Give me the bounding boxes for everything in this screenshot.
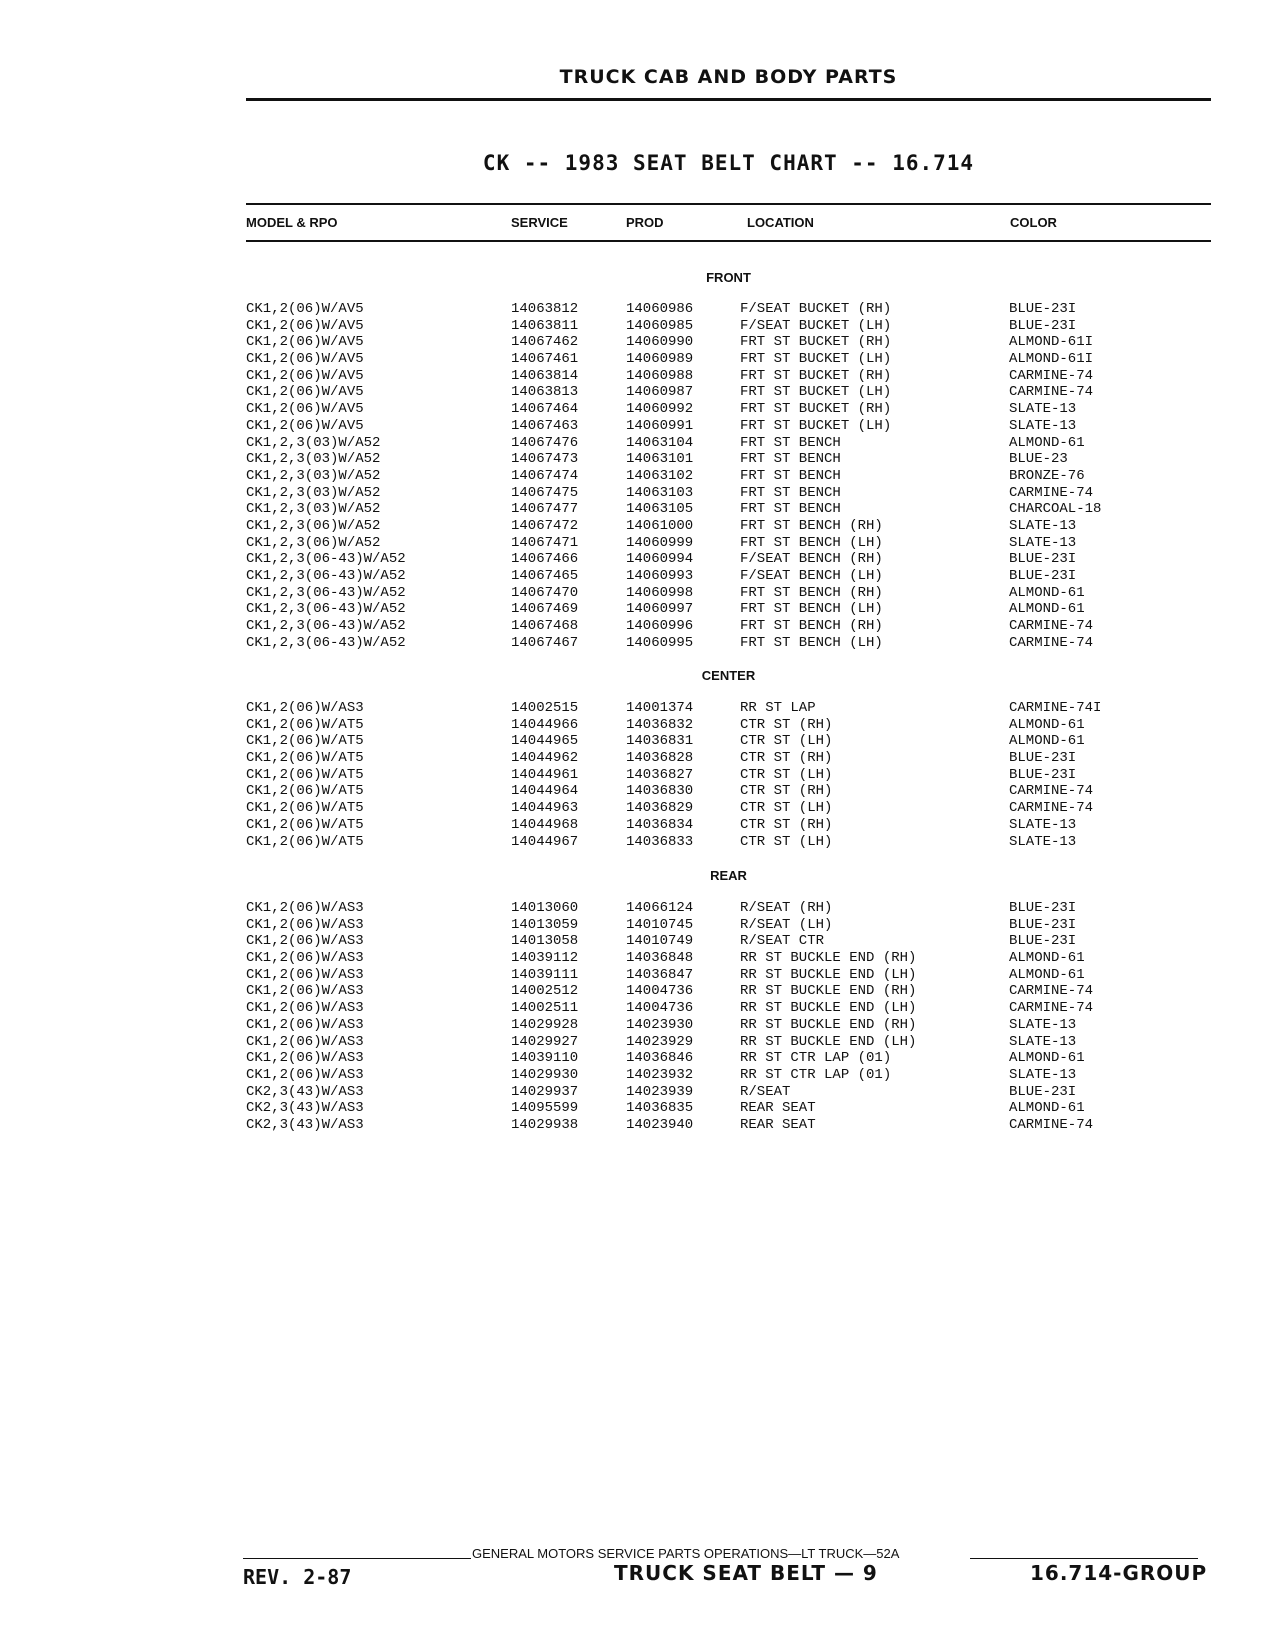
table-row xyxy=(0,518,1280,535)
prod-part-cell: 14060987 xyxy=(626,384,694,401)
color-cell: BLUE-23I xyxy=(1009,301,1077,317)
table-row xyxy=(0,700,1280,717)
color-cell: SLATE-13 xyxy=(1009,517,1077,534)
prod-part-cell: 14036847 xyxy=(626,966,694,983)
footer-rule-right xyxy=(970,1558,1198,1559)
model-rpo-cell: CK1,2,3(06-43)W/A52 xyxy=(246,584,406,601)
color-cell: CARMINE-74 xyxy=(1009,983,1094,1000)
location-cell: F/SEAT BUCKET (LH) xyxy=(740,317,892,334)
location-cell: FRT ST BENCH xyxy=(740,434,841,451)
color-cell: CARMINE-74 xyxy=(1009,618,1094,635)
table-row xyxy=(0,468,1280,485)
model-rpo-cell: CK1,2,3(03)W/A52 xyxy=(246,451,381,468)
location-cell: FRT ST BENCH xyxy=(740,501,841,518)
model-rpo-cell: CK1,2,3(06-43)W/A52 xyxy=(246,551,406,568)
prod-part-cell: 14060989 xyxy=(626,351,694,368)
model-rpo-cell: CK1,2(06)W/AT5 xyxy=(246,783,364,800)
color-cell: ALMOND-61 xyxy=(1009,716,1085,733)
section-label-center: CENTER xyxy=(701,668,756,683)
column-header-color: COLOR xyxy=(1010,215,1057,230)
table-row xyxy=(0,601,1280,618)
service-part-cell: 14039110 xyxy=(511,1050,579,1067)
color-cell: ALMOND-61 xyxy=(1009,950,1085,967)
prod-part-cell: 14063102 xyxy=(626,467,694,484)
prod-part-cell: 14036848 xyxy=(626,950,694,967)
service-part-cell: 14067476 xyxy=(511,434,579,451)
service-part-cell: 14044964 xyxy=(511,783,579,800)
table-row xyxy=(0,1000,1280,1017)
location-cell: FRT ST BUCKET (RH) xyxy=(740,334,892,351)
model-rpo-cell: CK1,2(06)W/AS3 xyxy=(246,1016,364,1033)
model-rpo-cell: CK2,3(43)W/AS3 xyxy=(246,1083,364,1100)
model-rpo-cell: CK1,2(06)W/AT5 xyxy=(246,833,364,850)
table-row xyxy=(0,800,1280,817)
table-row xyxy=(0,967,1280,984)
table-row xyxy=(0,1050,1280,1067)
color-cell: ALMOND-61I xyxy=(1009,334,1094,351)
service-part-cell: 14067475 xyxy=(511,484,579,501)
color-cell: BLUE-23I xyxy=(1009,900,1077,916)
location-cell: F/SEAT BENCH (RH) xyxy=(740,551,883,568)
prod-part-cell: 14004736 xyxy=(626,1000,694,1017)
location-cell: F/SEAT BENCH (LH) xyxy=(740,568,883,584)
table-row xyxy=(0,435,1280,452)
color-cell: BRONZE-76 xyxy=(1009,467,1085,484)
location-cell: F/SEAT BUCKET (RH) xyxy=(740,301,892,317)
service-part-cell: 14067469 xyxy=(511,601,579,618)
prod-part-cell: 14023929 xyxy=(626,1033,694,1050)
location-cell: FRT ST BUCKET (LH) xyxy=(740,417,892,434)
prod-part-cell: 14036830 xyxy=(626,783,694,800)
prod-part-cell: 14060995 xyxy=(626,634,694,651)
table-row xyxy=(0,368,1280,385)
table-row xyxy=(0,950,1280,967)
color-cell: SLATE-13 xyxy=(1009,1016,1077,1033)
prod-part-cell: 14060993 xyxy=(626,568,694,584)
prod-part-cell: 14060997 xyxy=(626,601,694,618)
model-rpo-cell: CK1,2(06)W/AT5 xyxy=(246,766,364,783)
column-header-location: LOCATION xyxy=(747,215,814,230)
location-cell: CTR ST (LH) xyxy=(740,800,833,817)
prod-part-cell: 14060990 xyxy=(626,334,694,351)
footer-page-title: TRUCK SEAT BELT — 9 xyxy=(614,1561,878,1585)
prod-part-cell: 14063103 xyxy=(626,484,694,501)
service-part-cell: 14029938 xyxy=(511,1116,579,1133)
model-rpo-cell: CK2,3(43)W/AS3 xyxy=(246,1116,364,1133)
location-cell: CTR ST (RH) xyxy=(740,783,833,800)
prod-part-cell: 14060985 xyxy=(626,317,694,334)
prod-part-cell: 14066124 xyxy=(626,900,694,916)
table-row xyxy=(0,351,1280,368)
model-rpo-cell: CK1,2(06)W/AV5 xyxy=(246,367,364,384)
model-rpo-cell: CK1,2,3(06)W/A52 xyxy=(246,534,381,551)
model-rpo-cell: CK1,2,3(03)W/A52 xyxy=(246,467,381,484)
model-rpo-cell: CK1,2(06)W/AV5 xyxy=(246,334,364,351)
service-part-cell: 14044967 xyxy=(511,833,579,850)
model-rpo-cell: CK2,3(43)W/AS3 xyxy=(246,1100,364,1117)
table-row xyxy=(0,834,1280,851)
service-part-cell: 14029928 xyxy=(511,1016,579,1033)
location-cell: RR ST LAP xyxy=(740,700,816,716)
model-rpo-cell: CK1,2(06)W/AT5 xyxy=(246,716,364,733)
model-rpo-cell: CK1,2(06)W/AS3 xyxy=(246,1066,364,1083)
prod-part-cell: 14023940 xyxy=(626,1116,694,1133)
color-cell: CARMINE-74 xyxy=(1009,384,1094,401)
table-row xyxy=(0,384,1280,401)
prod-part-cell: 14010745 xyxy=(626,916,694,933)
prod-part-cell: 14036835 xyxy=(626,1100,694,1117)
location-cell: FRT ST BUCKET (LH) xyxy=(740,351,892,368)
color-cell: SLATE-13 xyxy=(1009,401,1077,418)
header-rule xyxy=(246,98,1211,101)
table-row xyxy=(0,535,1280,552)
color-cell: BLUE-23I xyxy=(1009,916,1077,933)
service-part-cell: 14002511 xyxy=(511,1000,579,1017)
model-rpo-cell: CK1,2(06)W/AT5 xyxy=(246,733,364,750)
service-part-cell: 14067477 xyxy=(511,501,579,518)
model-rpo-cell: CK1,2(06)W/AT5 xyxy=(246,800,364,817)
color-cell: BLUE-23I xyxy=(1009,568,1077,584)
model-rpo-cell: CK1,2(06)W/AS3 xyxy=(246,933,364,950)
color-cell: SLATE-13 xyxy=(1009,534,1077,551)
model-rpo-cell: CK1,2(06)W/AS3 xyxy=(246,983,364,1000)
prod-part-cell: 14036829 xyxy=(626,800,694,817)
model-rpo-cell: CK1,2(06)W/AV5 xyxy=(246,417,364,434)
table-row xyxy=(0,717,1280,734)
color-cell: BLUE-23I xyxy=(1009,933,1077,950)
location-cell: FRT ST BENCH (LH) xyxy=(740,634,883,651)
color-cell: CARMINE-74 xyxy=(1009,367,1094,384)
model-rpo-cell: CK1,2(06)W/AT5 xyxy=(246,750,364,767)
table-row xyxy=(0,1034,1280,1051)
prod-part-cell: 14036833 xyxy=(626,833,694,850)
location-cell: CTR ST (LH) xyxy=(740,833,833,850)
table-row xyxy=(0,900,1280,917)
service-part-cell: 14063814 xyxy=(511,367,579,384)
center-rows xyxy=(0,700,1280,850)
color-cell: ALMOND-61 xyxy=(1009,733,1085,750)
table-row xyxy=(0,767,1280,784)
color-cell: CARMINE-74I xyxy=(1009,700,1102,716)
service-part-cell: 14067463 xyxy=(511,417,579,434)
model-rpo-cell: CK1,2(06)W/AS3 xyxy=(246,966,364,983)
prod-part-cell: 14023930 xyxy=(626,1016,694,1033)
color-cell: CHARCOAL-18 xyxy=(1009,501,1102,518)
column-header-service: SERVICE xyxy=(511,215,568,230)
table-row xyxy=(0,635,1280,652)
prod-part-cell: 14036834 xyxy=(626,816,694,833)
prod-part-cell: 14023939 xyxy=(626,1083,694,1100)
table-row xyxy=(0,451,1280,468)
table-header-rule xyxy=(246,240,1211,242)
color-cell: BLUE-23I xyxy=(1009,551,1077,568)
table-row xyxy=(0,401,1280,418)
location-cell: CTR ST (RH) xyxy=(740,816,833,833)
model-rpo-cell: CK1,2(06)W/AV5 xyxy=(246,384,364,401)
prod-part-cell: 14060991 xyxy=(626,417,694,434)
service-part-cell: 14002515 xyxy=(511,700,579,716)
service-part-cell: 14039111 xyxy=(511,966,579,983)
prod-part-cell: 14010749 xyxy=(626,933,694,950)
service-part-cell: 14067472 xyxy=(511,517,579,534)
color-cell: ALMOND-61 xyxy=(1009,601,1085,618)
table-row xyxy=(0,334,1280,351)
prod-part-cell: 14036827 xyxy=(626,766,694,783)
location-cell: FRT ST BENCH (RH) xyxy=(740,618,883,635)
model-rpo-cell: CK1,2(06)W/AS3 xyxy=(246,1050,364,1067)
location-cell: FRT ST BUCKET (RH) xyxy=(740,401,892,418)
location-cell: RR ST BUCKLE END (LH) xyxy=(740,966,917,983)
service-part-cell: 14067468 xyxy=(511,618,579,635)
service-part-cell: 14002512 xyxy=(511,983,579,1000)
service-part-cell: 14067467 xyxy=(511,634,579,651)
table-row xyxy=(0,1100,1280,1117)
service-part-cell: 14067471 xyxy=(511,534,579,551)
front-rows xyxy=(0,301,1280,651)
location-cell: R/SEAT xyxy=(740,1083,791,1100)
color-cell: SLATE-13 xyxy=(1009,816,1077,833)
model-rpo-cell: CK1,2(06)W/AV5 xyxy=(246,301,364,317)
location-cell: R/SEAT (LH) xyxy=(740,916,833,933)
prod-part-cell: 14060998 xyxy=(626,584,694,601)
service-part-cell: 14067462 xyxy=(511,334,579,351)
color-cell: ALMOND-61 xyxy=(1009,966,1085,983)
prod-part-cell: 14060986 xyxy=(626,301,694,317)
table-row xyxy=(0,551,1280,568)
service-part-cell: 14029930 xyxy=(511,1066,579,1083)
table-row xyxy=(0,568,1280,585)
table-row xyxy=(0,418,1280,435)
location-cell: R/SEAT (RH) xyxy=(740,900,833,916)
location-cell: REAR SEAT xyxy=(740,1100,816,1117)
color-cell: CARMINE-74 xyxy=(1009,783,1094,800)
model-rpo-cell: CK1,2(06)W/AS3 xyxy=(246,1033,364,1050)
location-cell: FRT ST BENCH (LH) xyxy=(740,601,883,618)
location-cell: FRT ST BENCH xyxy=(740,467,841,484)
table-row xyxy=(0,783,1280,800)
column-header-prod: PROD xyxy=(626,215,664,230)
color-cell: SLATE-13 xyxy=(1009,1066,1077,1083)
service-part-cell: 14013060 xyxy=(511,900,579,916)
service-part-cell: 14039112 xyxy=(511,950,579,967)
table-row xyxy=(0,1017,1280,1034)
location-cell: FRT ST BENCH xyxy=(740,484,841,501)
color-cell: ALMOND-61 xyxy=(1009,584,1085,601)
prod-part-cell: 14063104 xyxy=(626,434,694,451)
model-rpo-cell: CK1,2,3(06-43)W/A52 xyxy=(246,634,406,651)
location-cell: FRT ST BENCH xyxy=(740,451,841,468)
prod-part-cell: 14061000 xyxy=(626,517,694,534)
location-cell: RR ST BUCKLE END (RH) xyxy=(740,983,917,1000)
section-label-front: FRONT xyxy=(706,270,751,285)
prod-part-cell: 14060988 xyxy=(626,367,694,384)
service-part-cell: 14044968 xyxy=(511,816,579,833)
service-part-cell: 14029937 xyxy=(511,1083,579,1100)
prod-part-cell: 14060999 xyxy=(626,534,694,551)
location-cell: RR ST BUCKLE END (LH) xyxy=(740,1033,917,1050)
location-cell: FRT ST BENCH (RH) xyxy=(740,517,883,534)
color-cell: ALMOND-61 xyxy=(1009,1050,1085,1067)
table-row xyxy=(0,301,1280,318)
model-rpo-cell: CK1,2(06)W/AS3 xyxy=(246,700,364,716)
footer-group-number: 16.714-GROUP xyxy=(1030,1561,1208,1585)
color-cell: CARMINE-74 xyxy=(1009,484,1094,501)
model-rpo-cell: CK1,2(06)W/AS3 xyxy=(246,900,364,916)
prod-part-cell: 14060992 xyxy=(626,401,694,418)
color-cell: BLUE-23 xyxy=(1009,451,1068,468)
column-header-model: MODEL & RPO xyxy=(246,215,338,230)
table-row xyxy=(0,933,1280,950)
service-part-cell: 14095599 xyxy=(511,1100,579,1117)
model-rpo-cell: CK1,2(06)W/AS3 xyxy=(246,916,364,933)
color-cell: SLATE-13 xyxy=(1009,417,1077,434)
table-top-rule xyxy=(246,203,1211,205)
prod-part-cell: 14036846 xyxy=(626,1050,694,1067)
model-rpo-cell: CK1,2(06)W/AV5 xyxy=(246,401,364,418)
table-row xyxy=(0,983,1280,1000)
service-part-cell: 14013058 xyxy=(511,933,579,950)
color-cell: SLATE-13 xyxy=(1009,833,1077,850)
location-cell: FRT ST BUCKET (LH) xyxy=(740,384,892,401)
prod-part-cell: 14036828 xyxy=(626,750,694,767)
service-part-cell: 14044966 xyxy=(511,716,579,733)
location-cell: RR ST CTR LAP (01) xyxy=(740,1066,892,1083)
service-part-cell: 14044963 xyxy=(511,800,579,817)
location-cell: FRT ST BUCKET (RH) xyxy=(740,367,892,384)
color-cell: BLUE-23I xyxy=(1009,766,1077,783)
model-rpo-cell: CK1,2,3(03)W/A52 xyxy=(246,434,381,451)
location-cell: RR ST CTR LAP (01) xyxy=(740,1050,892,1067)
location-cell: FRT ST BENCH (LH) xyxy=(740,534,883,551)
service-part-cell: 14044962 xyxy=(511,750,579,767)
model-rpo-cell: CK1,2(06)W/AT5 xyxy=(246,816,364,833)
footer-revision: REV. 2-87 xyxy=(243,1565,352,1589)
service-part-cell: 14029927 xyxy=(511,1033,579,1050)
prod-part-cell: 14001374 xyxy=(626,700,694,716)
model-rpo-cell: CK1,2,3(06-43)W/A52 xyxy=(246,618,406,635)
footer-org: GENERAL MOTORS SERVICE PARTS OPERATIONS—LT TRUCK—52A xyxy=(472,1546,900,1561)
service-part-cell: 14067464 xyxy=(511,401,579,418)
table-row xyxy=(0,618,1280,635)
model-rpo-cell: CK1,2,3(06-43)W/A52 xyxy=(246,568,406,584)
location-cell: CTR ST (RH) xyxy=(740,750,833,767)
table-row xyxy=(0,318,1280,335)
chart-title: CK -- 1983 SEAT BELT CHART -- 16.714 xyxy=(482,151,975,175)
service-part-cell: 14063811 xyxy=(511,317,579,334)
table-row xyxy=(0,733,1280,750)
model-rpo-cell: CK1,2,3(03)W/A52 xyxy=(246,501,381,518)
footer-rule-left xyxy=(243,1558,471,1559)
service-part-cell: 14067465 xyxy=(511,568,579,584)
service-part-cell: 14044961 xyxy=(511,766,579,783)
color-cell: ALMOND-61 xyxy=(1009,434,1085,451)
table-row xyxy=(0,917,1280,934)
prod-part-cell: 14060996 xyxy=(626,618,694,635)
prod-part-cell: 14023932 xyxy=(626,1066,694,1083)
service-part-cell: 14063813 xyxy=(511,384,579,401)
color-cell: ALMOND-61I xyxy=(1009,351,1094,368)
table-row xyxy=(0,585,1280,602)
service-part-cell: 14067461 xyxy=(511,351,579,368)
color-cell: CARMINE-74 xyxy=(1009,634,1094,651)
model-rpo-cell: CK1,2(06)W/AS3 xyxy=(246,950,364,967)
table-row xyxy=(0,501,1280,518)
service-part-cell: 14067470 xyxy=(511,584,579,601)
prod-part-cell: 14063101 xyxy=(626,451,694,468)
model-rpo-cell: CK1,2,3(03)W/A52 xyxy=(246,484,381,501)
location-cell: CTR ST (LH) xyxy=(740,733,833,750)
prod-part-cell: 14036831 xyxy=(626,733,694,750)
location-cell: CTR ST (RH) xyxy=(740,716,833,733)
table-row xyxy=(0,750,1280,767)
rear-rows xyxy=(0,900,1280,1134)
prod-part-cell: 14060994 xyxy=(626,551,694,568)
color-cell: BLUE-23I xyxy=(1009,750,1077,767)
prod-part-cell: 14004736 xyxy=(626,983,694,1000)
color-cell: CARMINE-74 xyxy=(1009,1000,1094,1017)
table-row xyxy=(0,1117,1280,1134)
color-cell: SLATE-13 xyxy=(1009,1033,1077,1050)
color-cell: BLUE-23I xyxy=(1009,317,1077,334)
location-cell: CTR ST (LH) xyxy=(740,766,833,783)
prod-part-cell: 14036832 xyxy=(626,716,694,733)
color-cell: CARMINE-74 xyxy=(1009,1116,1094,1133)
service-part-cell: 14044965 xyxy=(511,733,579,750)
table-row xyxy=(0,1067,1280,1084)
service-part-cell: 14067474 xyxy=(511,467,579,484)
service-part-cell: 14067473 xyxy=(511,451,579,468)
color-cell: ALMOND-61 xyxy=(1009,1100,1085,1117)
table-row xyxy=(0,485,1280,502)
model-rpo-cell: CK1,2,3(06)W/A52 xyxy=(246,517,381,534)
location-cell: RR ST BUCKLE END (RH) xyxy=(740,950,917,967)
color-cell: BLUE-23I xyxy=(1009,1083,1077,1100)
model-rpo-cell: CK1,2(06)W/AV5 xyxy=(246,317,364,334)
location-cell: RR ST BUCKLE END (LH) xyxy=(740,1000,917,1017)
model-rpo-cell: CK1,2(06)W/AS3 xyxy=(246,1000,364,1017)
service-part-cell: 14067466 xyxy=(511,551,579,568)
model-rpo-cell: CK1,2(06)W/AV5 xyxy=(246,351,364,368)
location-cell: FRT ST BENCH (RH) xyxy=(740,584,883,601)
section-label-rear: REAR xyxy=(710,868,747,883)
prod-part-cell: 14063105 xyxy=(626,501,694,518)
location-cell: R/SEAT CTR xyxy=(740,933,825,950)
model-rpo-cell: CK1,2,3(06-43)W/A52 xyxy=(246,601,406,618)
table-row xyxy=(0,817,1280,834)
location-cell: RR ST BUCKLE END (RH) xyxy=(740,1016,917,1033)
table-row xyxy=(0,1084,1280,1101)
color-cell: CARMINE-74 xyxy=(1009,800,1094,817)
page-header: TRUCK CAB AND BODY PARTS xyxy=(559,66,898,88)
service-part-cell: 14013059 xyxy=(511,916,579,933)
location-cell: REAR SEAT xyxy=(740,1116,816,1133)
service-part-cell: 14063812 xyxy=(511,301,579,317)
